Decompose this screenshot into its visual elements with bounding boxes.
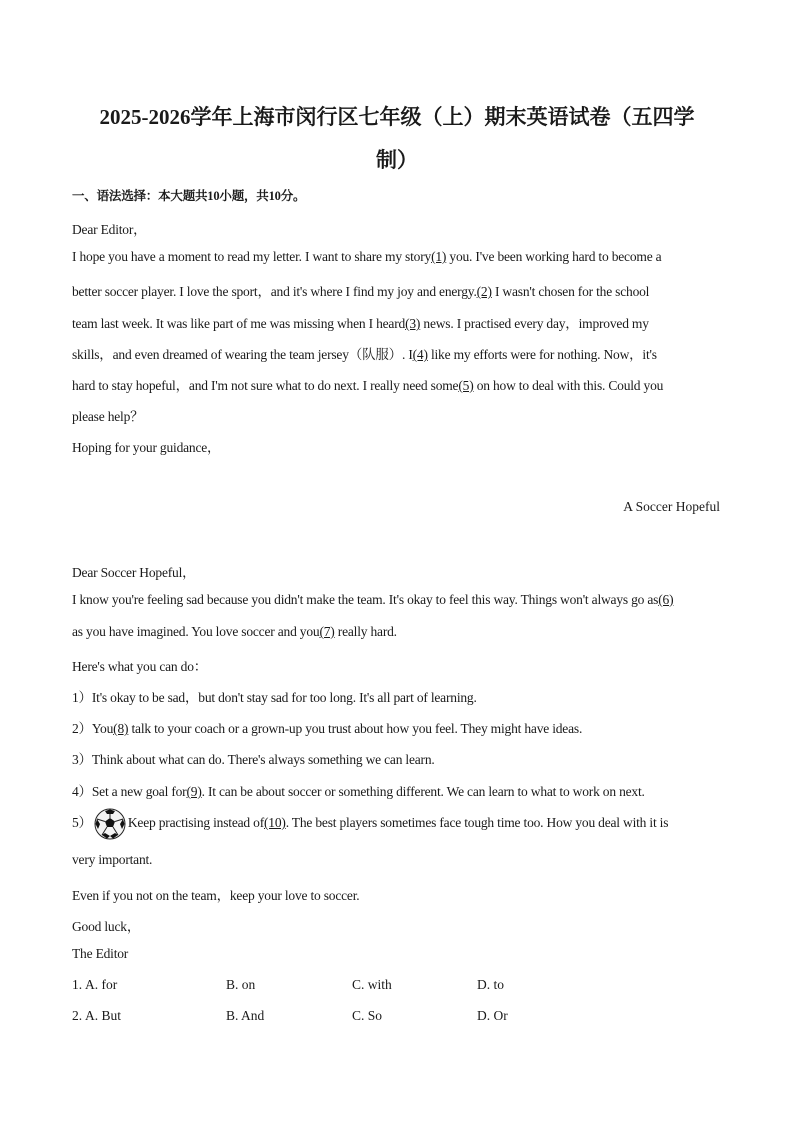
letter2-line-3: Here's what you can do： bbox=[72, 659, 208, 674]
blank-5: (5) bbox=[458, 378, 474, 393]
letter1-closing: Hoping for your guidance， bbox=[72, 440, 221, 455]
soccer-ball-icon bbox=[94, 808, 126, 840]
blank-2: (2) bbox=[476, 284, 492, 299]
letter2-signature: The Editor bbox=[72, 946, 129, 961]
letter1-line-5: hard to stay hopeful，and I'm not sure what to do next. I really need some(5) on how to deal with this. Could you bbox=[72, 378, 664, 393]
letter2-point-3: 3）Think about what can do. There's always something we can learn. bbox=[72, 752, 435, 767]
letter2-line-1: I know you're feeling sad because you didn't make the team. It's okay to feel this way. Things won't always go as(6) bbox=[72, 592, 674, 607]
blank-9: (9) bbox=[186, 784, 202, 799]
letter2-point-1: 1）It's okay to be sad，but don't stay sad for too long. It's all part of learning. bbox=[72, 690, 477, 705]
letter1-line-3: team last week. It was like part of me was missing when I heard(3) news. I practised every day，improved my bbox=[72, 316, 649, 331]
option-b[interactable]: B. And bbox=[226, 1008, 265, 1023]
letter2-line-4: Even if you not on the team，keep your love to soccer. bbox=[72, 888, 360, 903]
option-d[interactable]: D. Or bbox=[477, 1008, 508, 1023]
letter2-point-5: 5） Keep practising instead of(10). The best players sometimes face tough time too. How you deal with it is bbox=[72, 808, 668, 840]
option-a[interactable]: A. for bbox=[85, 977, 118, 992]
letter2-point-2: 2）You(8) talk to your coach or a grown-up you trust about how you feel. They might have ideas. bbox=[72, 721, 583, 736]
letter2-closing: Good luck， bbox=[72, 919, 141, 934]
letter2-line-2: as you have imagined. You love soccer and you(7) really hard. bbox=[72, 624, 397, 639]
option-a[interactable]: A. But bbox=[85, 1008, 122, 1023]
blank-6: (6) bbox=[658, 592, 674, 607]
letter1-greeting: Dear Editor， bbox=[72, 222, 147, 237]
blank-3: (3) bbox=[405, 316, 421, 331]
blank-4: (4) bbox=[412, 347, 428, 362]
option-b[interactable]: B. on bbox=[226, 977, 256, 992]
letter1-line-2: better soccer player. I love the sport，and it's where I find my joy and energy.(2) I wasn't chosen for the school bbox=[72, 284, 650, 299]
option-c[interactable]: C. with bbox=[352, 977, 392, 992]
blank-1: (1) bbox=[431, 249, 447, 264]
letter1-line-4: skills，and even dreamed of wearing the team jersey（队服）. I(4) like my efforts were for nothing. Now，it's bbox=[72, 347, 657, 362]
letter2-point-5-cont: very important. bbox=[72, 852, 153, 867]
title-line-1: 2025-2026学年上海市闵行区七年级（上）期末英语试卷（五四学 bbox=[99, 105, 695, 129]
letter1-line-1: I hope you have a moment to read my letter. I want to share my story(1) you. I've been working hard to become a bbox=[72, 249, 662, 264]
letter2-greeting: Dear Soccer Hopeful， bbox=[72, 565, 196, 580]
title-line-2: 制） bbox=[376, 148, 418, 172]
option-d[interactable]: D. to bbox=[477, 977, 504, 992]
blank-7: (7) bbox=[319, 624, 335, 639]
letter1-signature: A Soccer Hopeful bbox=[623, 499, 720, 514]
blank-10: (10) bbox=[264, 815, 286, 831]
question-number: 2. bbox=[72, 1008, 83, 1023]
option-c[interactable]: C. So bbox=[352, 1008, 383, 1023]
letter2-point-4: 4）Set a new goal for(9). It can be about soccer or something different. We can learn to what to work on next. bbox=[72, 784, 645, 799]
letter1-line-6: please help？ bbox=[72, 409, 144, 424]
blank-8: (8) bbox=[113, 721, 129, 736]
section-heading: 一、语法选择：本大题共10小题，共10分。 bbox=[72, 189, 306, 203]
question-number: 1. bbox=[72, 977, 83, 992]
